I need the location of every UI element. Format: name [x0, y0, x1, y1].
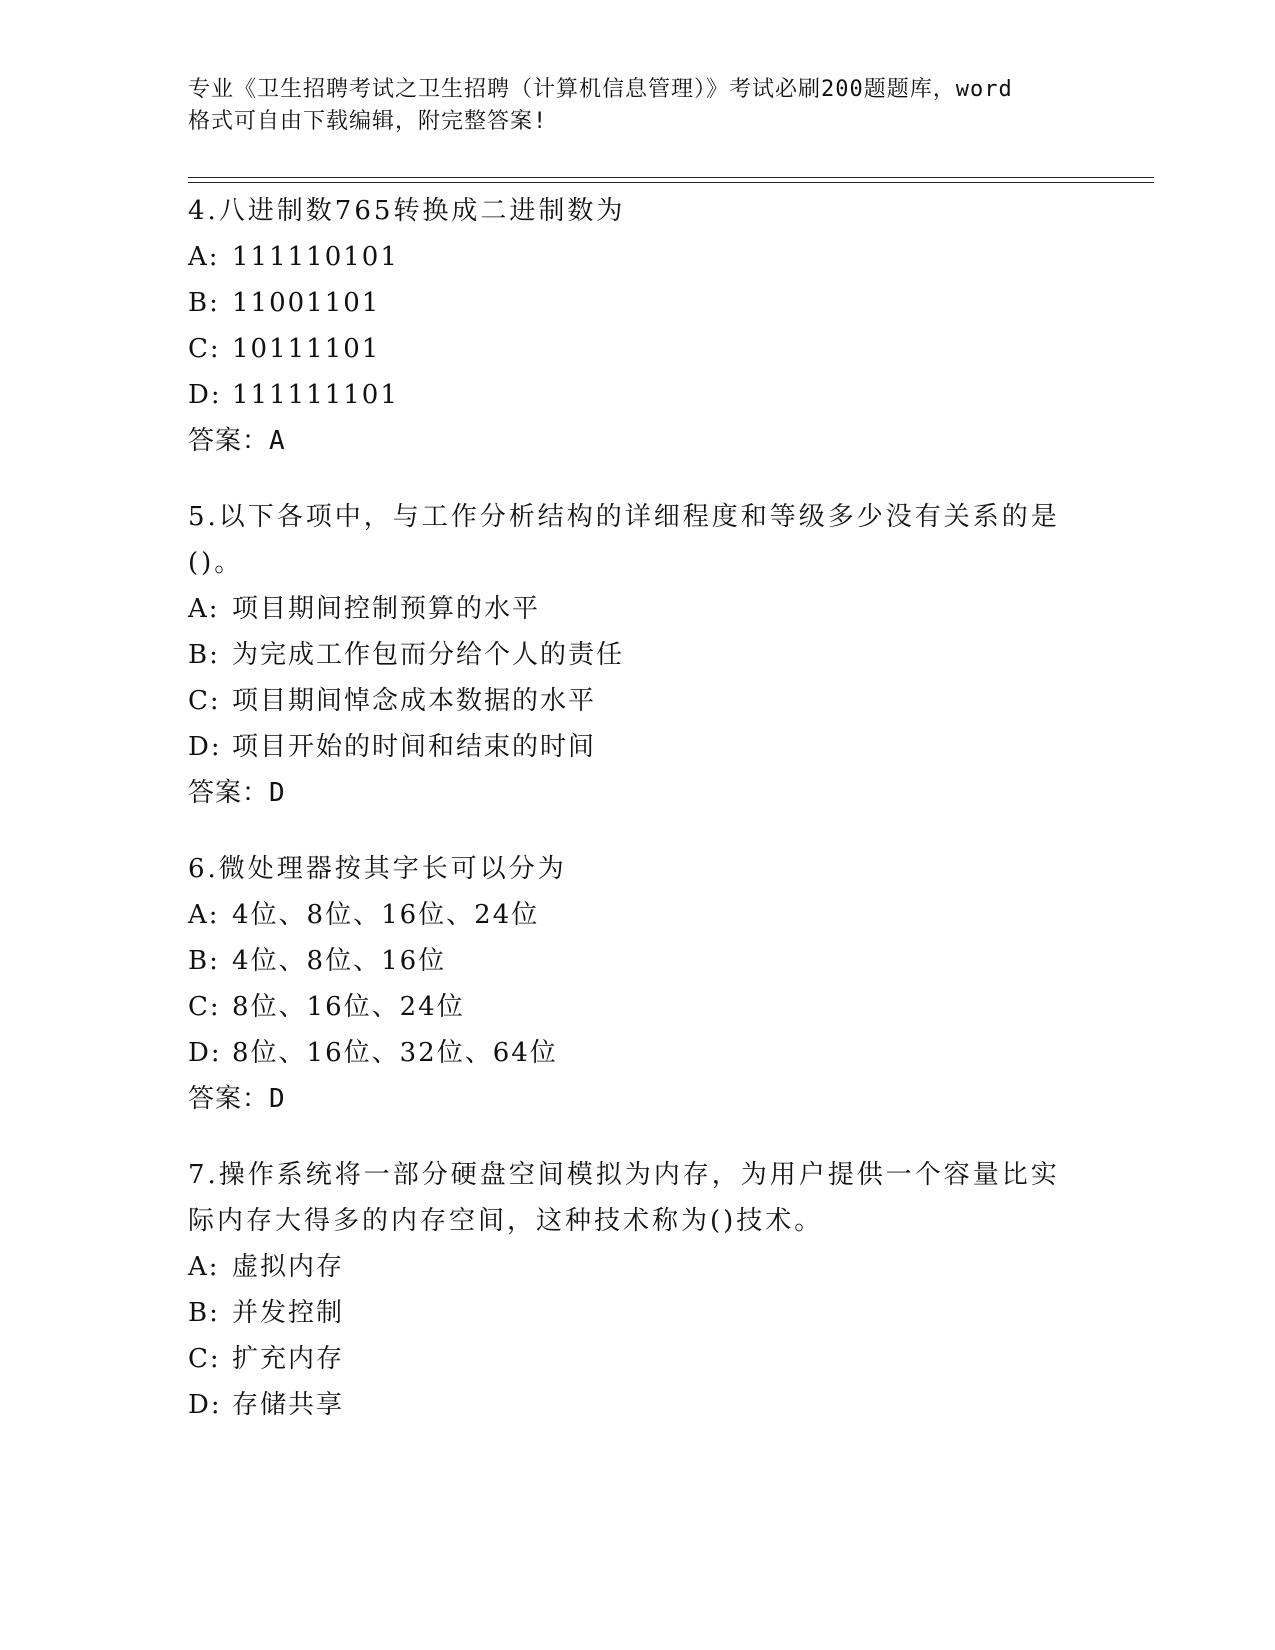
option-text: 虚拟内存 — [232, 1252, 345, 1282]
answer: 答案：A — [188, 426, 286, 456]
option-text: 111111101 — [232, 380, 399, 410]
option-text: 4位、8位、16位 — [232, 946, 447, 976]
option-c — [188, 1336, 1068, 1382]
option-d — [188, 724, 1068, 770]
option-d — [188, 1030, 1068, 1076]
option-text: 8位、16位、24位 — [232, 992, 465, 1022]
option-key: C: — [188, 992, 221, 1022]
option-a — [188, 1244, 1068, 1290]
option-b — [188, 938, 1068, 984]
option-key: D: — [188, 1038, 222, 1068]
option-text: 存储共享 — [232, 1390, 345, 1420]
option-text: 10111101 — [232, 334, 381, 364]
question-5 — [188, 494, 1068, 816]
option-key: B: — [188, 946, 220, 976]
option-b — [188, 632, 1068, 678]
answer: 答案：D — [188, 1084, 286, 1114]
question-7 — [188, 1152, 1068, 1428]
option-d — [188, 372, 1068, 418]
option-key: A: — [188, 1252, 220, 1282]
option-key: C: — [188, 1344, 221, 1374]
question-4 — [188, 188, 1068, 464]
question-list — [188, 188, 1068, 1458]
document-header — [188, 74, 1088, 138]
option-text: 4位、8位、16位、24位 — [232, 900, 540, 930]
answer: 答案：D — [188, 778, 286, 808]
question-text: 6.微处理器按其字长可以分为 — [188, 854, 567, 884]
option-a — [188, 586, 1068, 632]
option-c — [188, 326, 1068, 372]
question-text: 7.操作系统将一部分硬盘空间模拟为内存，为用户提供一个容量比实际内存大得多的内存空间，这种技术称为()技术。 — [188, 1160, 1060, 1236]
option-text: 为完成工作包而分给个人的责任 — [232, 640, 625, 670]
option-key: B: — [188, 640, 220, 670]
option-text: 111110101 — [232, 242, 399, 272]
question-text: 5.以下各项中，与工作分析结构的详细程度和等级多少没有关系的是()。 — [188, 502, 1060, 578]
option-text: 8位、16位、32位、64位 — [232, 1038, 558, 1068]
header-line-1: 专业《卫生招聘考试之卫生招聘（计算机信息管理）》考试必刷200题题库，word — [188, 77, 1013, 102]
option-a — [188, 234, 1068, 280]
option-c — [188, 984, 1068, 1030]
header-divider-bottom — [188, 182, 1154, 183]
option-key: B: — [188, 288, 220, 318]
option-key: D: — [188, 380, 222, 410]
option-text: 项目开始的时间和结束的时间 — [232, 732, 597, 762]
header-divider-top — [188, 177, 1154, 178]
question-text: 4.八进制数765转换成二进制数为 — [188, 196, 626, 226]
option-key: A: — [188, 242, 220, 272]
option-key: B: — [188, 1298, 220, 1328]
option-c — [188, 678, 1068, 724]
option-key: D: — [188, 1390, 222, 1420]
option-text: 扩充内存 — [232, 1344, 345, 1374]
option-b — [188, 280, 1068, 326]
option-key: C: — [188, 686, 221, 716]
question-6 — [188, 846, 1068, 1122]
header-line-2: 格式可自由下载编辑，附完整答案! — [188, 109, 548, 134]
option-text: 项目期间控制预算的水平 — [232, 594, 541, 624]
option-b — [188, 1290, 1068, 1336]
option-key: A: — [188, 900, 220, 930]
option-text: 项目期间悼念成本数据的水平 — [232, 686, 597, 716]
option-key: D: — [188, 732, 222, 762]
option-text: 并发控制 — [232, 1298, 345, 1328]
option-text: 11001101 — [232, 288, 381, 318]
option-a — [188, 892, 1068, 938]
option-key: A: — [188, 594, 220, 624]
option-d — [188, 1382, 1068, 1428]
option-key: C: — [188, 334, 221, 364]
